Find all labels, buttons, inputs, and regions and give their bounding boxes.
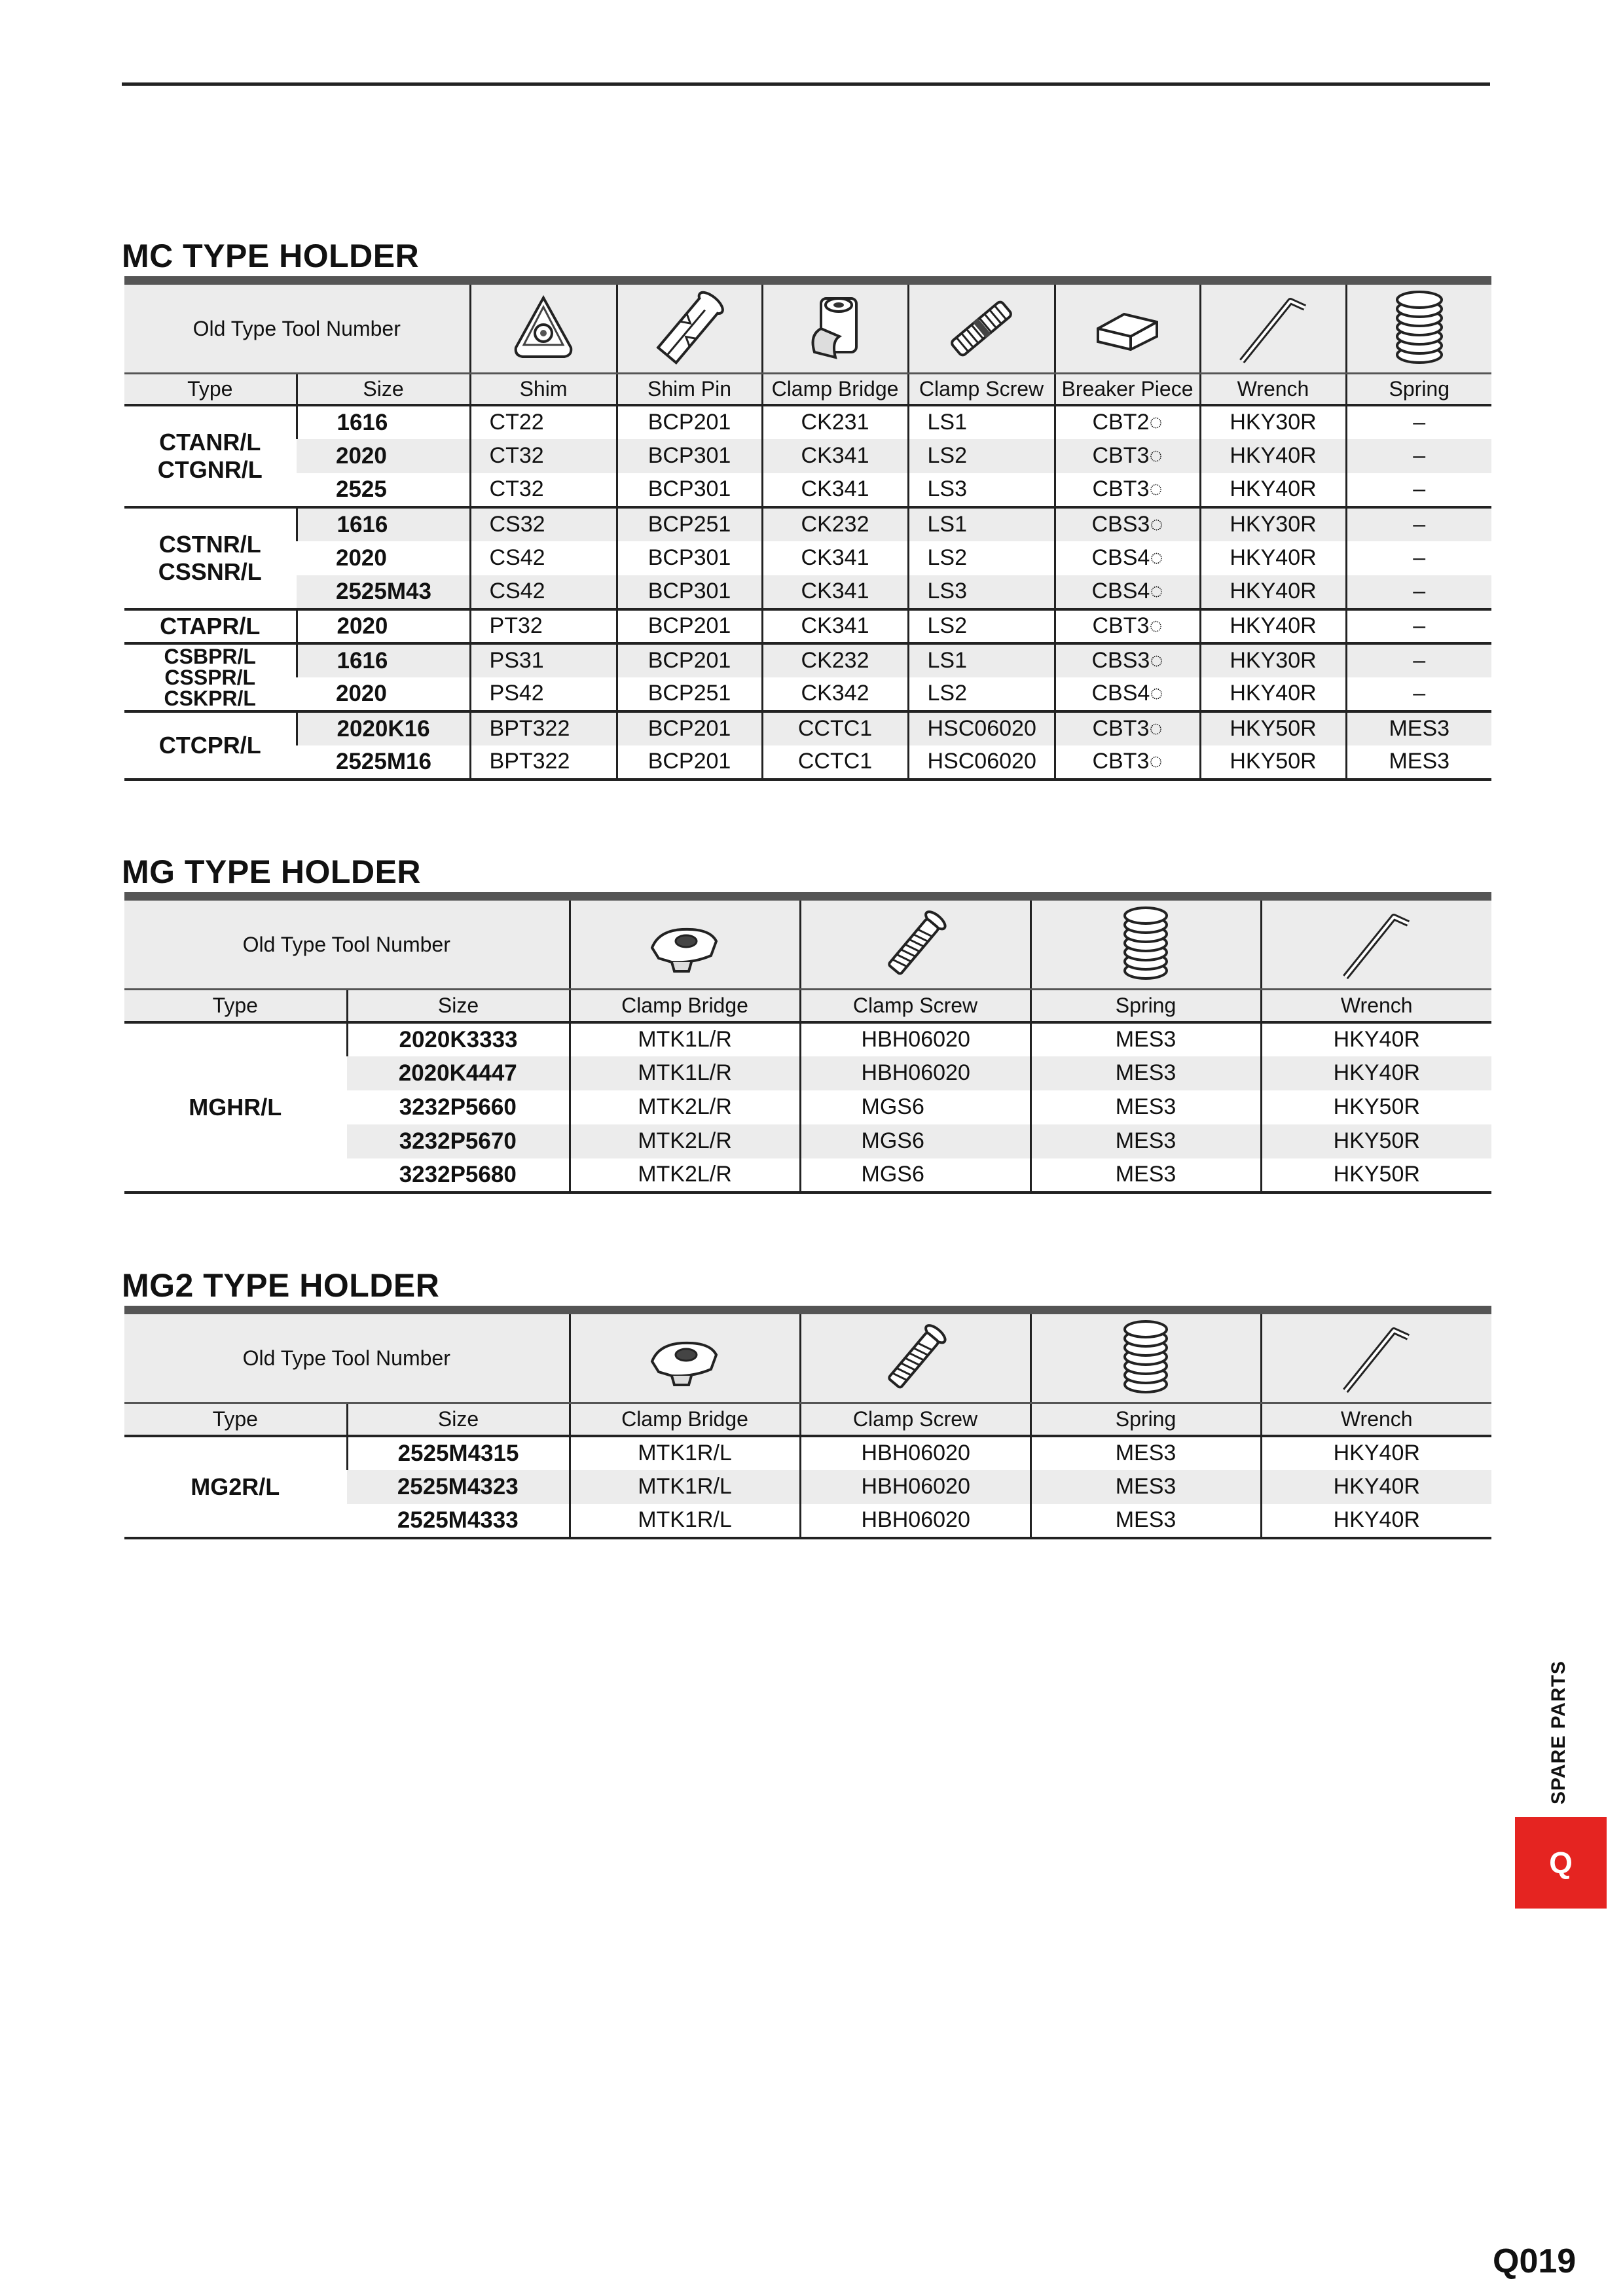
wrench-cell: HKY30R — [1200, 507, 1346, 541]
holder-type-name: CTCPR/L — [158, 731, 261, 759]
holder-type-name: CTANR/L — [159, 429, 261, 456]
wrench-icon — [1338, 1319, 1416, 1397]
table-row — [124, 643, 1491, 677]
size-cell: 1616 — [297, 507, 470, 541]
size-cell: 2020K3333 — [347, 1022, 570, 1056]
spring-image-cell — [1346, 281, 1491, 374]
spring-cell: – — [1346, 677, 1491, 711]
wrench-cell: HKY40R — [1261, 1056, 1491, 1090]
wrench-cell: HKY40R — [1261, 1504, 1491, 1538]
clamp-bridge-cell: CK341 — [762, 541, 908, 575]
clamp-screw-cell: LS3 — [908, 575, 1055, 609]
size-cell: 2020K16 — [297, 711, 470, 745]
size-cell: 2525M4315 — [347, 1436, 570, 1470]
old-type-tool-number-label: Old Type Tool Number — [124, 897, 570, 990]
shim-pin-cell: BCP201 — [617, 643, 762, 677]
clamp-screw-image-cell — [800, 897, 1030, 990]
column-header: Clamp Bridge — [762, 374, 908, 405]
clamp-screw-cell: MGS6 — [800, 1158, 1030, 1193]
column-header: Spring — [1346, 374, 1491, 405]
holder-type-cell — [124, 405, 297, 507]
holder-type-name: CSSPR/L — [164, 665, 256, 689]
breaker-piece-cell: CBS3◌ — [1055, 507, 1200, 541]
clamp-screw-icon — [942, 289, 1021, 368]
holder-type-name: CSSNR/L — [158, 558, 262, 585]
clamp-bridge-cell: CK341 — [762, 473, 908, 507]
breaker-piece-cell: CBS4◌ — [1055, 677, 1200, 711]
column-header: Shim — [470, 374, 617, 405]
column-header: Size — [347, 990, 570, 1022]
page-number: Q019 — [1493, 2242, 1577, 2280]
clamp-screw-cell: HBH06020 — [800, 1470, 1030, 1504]
shim-icon — [511, 293, 576, 365]
breaker-piece-image-cell — [1055, 281, 1200, 374]
clamp-screw-icon — [876, 1319, 955, 1397]
holder-type-name: CSTNR/L — [158, 531, 261, 558]
size-cell: 1616 — [297, 405, 470, 439]
column-header: Type — [124, 990, 347, 1022]
clamp-bridge-cell: MTK1R/L — [570, 1436, 800, 1470]
shim-pin-cell: BCP201 — [617, 711, 762, 745]
clamp-screw-cell: LS2 — [908, 541, 1055, 575]
spring-icon — [1113, 1319, 1178, 1397]
holder-type-cell — [124, 711, 297, 780]
shim-image-cell — [470, 281, 617, 374]
spring-cell: MES3 — [1346, 711, 1491, 745]
breaker-piece-cell: CBT3◌ — [1055, 439, 1200, 473]
spring-cell: – — [1346, 405, 1491, 439]
side-section-text: SPARE PARTS — [1548, 1660, 1569, 1804]
clamp-bridge-cell: MTK1R/L — [570, 1504, 800, 1538]
shim-cell: CS42 — [470, 575, 617, 609]
clamp-screw-cell: HBH06020 — [800, 1056, 1030, 1090]
size-cell: 3232P5660 — [399, 1094, 517, 1120]
clamp-screw-cell: LS2 — [908, 609, 1055, 643]
shim-pin-cell: BCP301 — [617, 575, 762, 609]
spring-cell: – — [1346, 507, 1491, 541]
spring-cell: MES3 — [1030, 1504, 1261, 1538]
spring-icon — [1387, 289, 1452, 368]
clamp-bridge-image-cell — [570, 1310, 800, 1403]
shim-pin-cell: BCP301 — [617, 473, 762, 507]
column-header: Size — [347, 1403, 570, 1436]
breaker-piece-icon — [1091, 302, 1163, 355]
shim-cell: CT32 — [470, 439, 617, 473]
shim-pin-cell: BCP251 — [617, 507, 762, 541]
shim-cell: CS32 — [470, 507, 617, 541]
shim-cell: CT22 — [470, 405, 617, 439]
holder-type-name: CSKPR/L — [164, 686, 256, 710]
wrench-icon — [1338, 905, 1416, 984]
size-cell: 2525M43 — [297, 575, 470, 609]
clamp-screw-icon — [876, 905, 955, 984]
wrench-cell: HKY40R — [1200, 473, 1346, 507]
side-section-label — [1539, 1659, 1578, 1810]
holder-type-cell — [124, 609, 297, 643]
size-cell: 2020 — [297, 609, 470, 643]
table-row — [124, 677, 1491, 711]
column-header: Clamp Screw — [800, 990, 1030, 1022]
clamp-bridge-icon — [646, 1329, 724, 1388]
wrench-cell: HKY50R — [1261, 1124, 1491, 1158]
breaker-piece-cell: CBS4◌ — [1055, 541, 1200, 575]
clamp-bridge-cell: MTK1L/R — [570, 1056, 800, 1090]
shim-pin-cell: BCP301 — [617, 541, 762, 575]
spring-cell: MES3 — [1030, 1090, 1261, 1124]
table-row — [124, 473, 1491, 507]
breaker-piece-cell: CBS4◌ — [1055, 575, 1200, 609]
shim-pin-cell: BCP301 — [617, 439, 762, 473]
wrench-cell: HKY50R — [1200, 711, 1346, 745]
wrench-cell: HKY40R — [1200, 439, 1346, 473]
wrench-cell: HKY40R — [1261, 1436, 1491, 1470]
table-row — [124, 405, 1491, 439]
column-header: Size — [297, 374, 470, 405]
clamp-bridge-cell: CK231 — [762, 405, 908, 439]
clamp-screw-cell: LS2 — [908, 439, 1055, 473]
clamp-screw-cell: LS1 — [908, 507, 1055, 541]
column-header: Type — [124, 374, 297, 405]
shim-pin-image-cell — [617, 281, 762, 374]
shim-cell: CS42 — [470, 541, 617, 575]
wrench-cell: HKY40R — [1200, 609, 1346, 643]
clamp-bridge-cell: CK232 — [762, 507, 908, 541]
shim-cell: PS31 — [470, 643, 617, 677]
clamp-screw-cell: LS1 — [908, 405, 1055, 439]
table-row — [124, 1436, 1491, 1470]
column-header: Clamp Screw — [908, 374, 1055, 405]
column-header: Shim Pin — [617, 374, 762, 405]
table-row — [124, 711, 1491, 745]
wrench-image-cell — [1261, 897, 1491, 990]
column-header: Wrench — [1200, 374, 1346, 405]
clamp-screw-image-cell — [908, 281, 1055, 374]
mc-spare-parts-table — [124, 276, 1491, 781]
breaker-piece-cell: CBT3◌ — [1055, 473, 1200, 507]
shim-cell: PT32 — [470, 609, 617, 643]
spring-cell: MES3 — [1030, 1056, 1261, 1090]
shim-cell: CT32 — [470, 473, 617, 507]
spring-cell: MES3 — [1030, 1436, 1261, 1470]
spring-cell: – — [1346, 609, 1491, 643]
shim-pin-icon — [650, 286, 729, 371]
clamp-bridge-cell: MTK2L/R — [570, 1124, 800, 1158]
breaker-piece-cell: CBT2◌ — [1055, 405, 1200, 439]
clamp-bridge-icon — [803, 289, 868, 368]
holder-type-name: CSBPR/L — [164, 644, 256, 668]
holder-type-name: CTGNR/L — [157, 456, 263, 483]
column-header: Clamp Screw — [800, 1403, 1030, 1436]
clamp-bridge-cell: CK341 — [762, 575, 908, 609]
column-header: Spring — [1030, 990, 1261, 1022]
mc-section-title: MC TYPE HOLDER — [122, 238, 420, 274]
spring-image-cell — [1030, 897, 1261, 990]
size-cell: 2020 — [336, 545, 387, 571]
size-cell: 3232P5670 — [347, 1124, 570, 1158]
wrench-image-cell — [1200, 281, 1346, 374]
size-cell: 2525M4323 — [347, 1470, 570, 1504]
clamp-screw-cell: LS1 — [908, 643, 1055, 677]
spring-cell: – — [1346, 439, 1491, 473]
wrench-cell: HKY40R — [1261, 1470, 1491, 1504]
shim-pin-cell: BCP201 — [617, 745, 762, 780]
wrench-icon — [1234, 289, 1313, 368]
shim-cell: PS42 — [470, 677, 617, 711]
spring-icon — [1113, 905, 1178, 984]
mg-section-title: MG TYPE HOLDER — [122, 853, 422, 890]
holder-type-cell: MG2R/L — [124, 1436, 347, 1538]
clamp-bridge-cell: CCTC1 — [762, 711, 908, 745]
spring-cell: MES3 — [1030, 1158, 1261, 1193]
clamp-bridge-cell: CK341 — [762, 609, 908, 643]
clamp-bridge-image-cell — [762, 281, 908, 374]
table-row — [124, 507, 1491, 541]
wrench-cell: HKY40R — [1261, 1022, 1491, 1056]
column-header: Breaker Piece — [1055, 374, 1200, 405]
clamp-screw-cell: HBH06020 — [800, 1022, 1030, 1056]
clamp-screw-cell: MGS6 — [800, 1124, 1030, 1158]
clamp-bridge-cell: MTK2L/R — [570, 1158, 800, 1193]
section-tab-q[interactable]: Q — [1515, 1817, 1607, 1909]
breaker-piece-cell: CBT3◌ — [1055, 745, 1200, 780]
holder-type-name: CTAPR/L — [160, 612, 261, 639]
shim-pin-cell: BCP201 — [617, 405, 762, 439]
clamp-screw-cell: HBH06020 — [800, 1436, 1030, 1470]
size-cell: 2020 — [297, 677, 470, 711]
holder-type-cell — [124, 507, 297, 609]
breaker-piece-cell: CBT3◌ — [1055, 609, 1200, 643]
clamp-bridge-image-cell — [570, 897, 800, 990]
spring-image-cell — [1030, 1310, 1261, 1403]
column-header: Clamp Bridge — [570, 990, 800, 1022]
shim-cell: BPT322 — [470, 745, 617, 780]
wrench-cell: HKY40R — [1200, 575, 1346, 609]
column-header: Spring — [1030, 1403, 1261, 1436]
table-row — [124, 745, 1491, 780]
shim-pin-cell: BCP251 — [617, 677, 762, 711]
spring-cell: – — [1346, 643, 1491, 677]
size-cell: 3232P5680 — [347, 1158, 570, 1193]
spring-cell: MES3 — [1030, 1022, 1261, 1056]
mg2-spare-parts-table — [124, 1306, 1491, 1539]
wrench-cell: HKY40R — [1200, 677, 1346, 711]
clamp-screw-cell: HSC06020 — [908, 745, 1055, 780]
table-row — [124, 575, 1491, 609]
clamp-bridge-cell: CCTC1 — [762, 745, 908, 780]
wrench-cell: HKY30R — [1200, 405, 1346, 439]
spring-cell: MES3 — [1030, 1124, 1261, 1158]
breaker-piece-cell: CBT3◌ — [1055, 711, 1200, 745]
wrench-cell: HKY50R — [1261, 1158, 1491, 1193]
clamp-screw-cell: HBH06020 — [800, 1504, 1030, 1538]
shim-cell: BPT322 — [470, 711, 617, 745]
clamp-bridge-cell: CK232 — [762, 643, 908, 677]
top-rule — [122, 82, 1490, 86]
clamp-bridge-cell: CK341 — [762, 439, 908, 473]
column-header: Type — [124, 1403, 347, 1436]
size-cell: 1616 — [297, 643, 470, 677]
wrench-cell: HKY30R — [1200, 643, 1346, 677]
size-cell: 2020 — [297, 439, 470, 473]
wrench-image-cell — [1261, 1310, 1491, 1403]
clamp-screw-cell: LS2 — [908, 677, 1055, 711]
spring-cell: MES3 — [1030, 1470, 1261, 1504]
spring-cell: MES3 — [1346, 745, 1491, 780]
table-row — [124, 541, 1491, 575]
clamp-bridge-cell: MTK1L/R — [570, 1022, 800, 1056]
wrench-cell: HKY50R — [1200, 745, 1346, 780]
size-cell: 2525M4333 — [347, 1504, 570, 1538]
clamp-screw-cell: LS3 — [908, 473, 1055, 507]
spring-cell: – — [1346, 575, 1491, 609]
spring-cell: – — [1346, 473, 1491, 507]
clamp-screw-image-cell — [800, 1310, 1030, 1403]
shim-pin-cell: BCP201 — [617, 609, 762, 643]
table-row — [124, 1022, 1491, 1056]
size-cell: 2525M16 — [297, 745, 470, 780]
mg2-section-title: MG2 TYPE HOLDER — [122, 1267, 440, 1304]
clamp-screw-cell: HSC06020 — [908, 711, 1055, 745]
column-header: Wrench — [1261, 990, 1491, 1022]
table-row — [124, 439, 1491, 473]
size-cell: 2020K4447 — [347, 1056, 570, 1090]
wrench-cell: HKY50R — [1261, 1090, 1491, 1124]
holder-type-cell — [124, 643, 297, 711]
wrench-cell: HKY40R — [1200, 541, 1346, 575]
column-header: Wrench — [1261, 1403, 1491, 1436]
old-type-tool-number-label: Old Type Tool Number — [124, 281, 470, 374]
clamp-bridge-cell: MTK1R/L — [570, 1470, 800, 1504]
holder-type-cell: MGHR/L — [124, 1022, 347, 1193]
clamp-bridge-icon — [646, 915, 724, 974]
clamp-screw-cell: MGS6 — [800, 1090, 1030, 1124]
table-row — [124, 609, 1491, 643]
old-type-tool-number-label: Old Type Tool Number — [124, 1310, 570, 1403]
breaker-piece-cell: CBS3◌ — [1055, 643, 1200, 677]
clamp-bridge-cell: MTK2L/R — [570, 1090, 800, 1124]
column-header: Clamp Bridge — [570, 1403, 800, 1436]
clamp-bridge-cell: CK342 — [762, 677, 908, 711]
spring-cell: – — [1346, 541, 1491, 575]
mg-spare-parts-table — [124, 892, 1491, 1194]
size-cell: 2525 — [297, 473, 470, 507]
